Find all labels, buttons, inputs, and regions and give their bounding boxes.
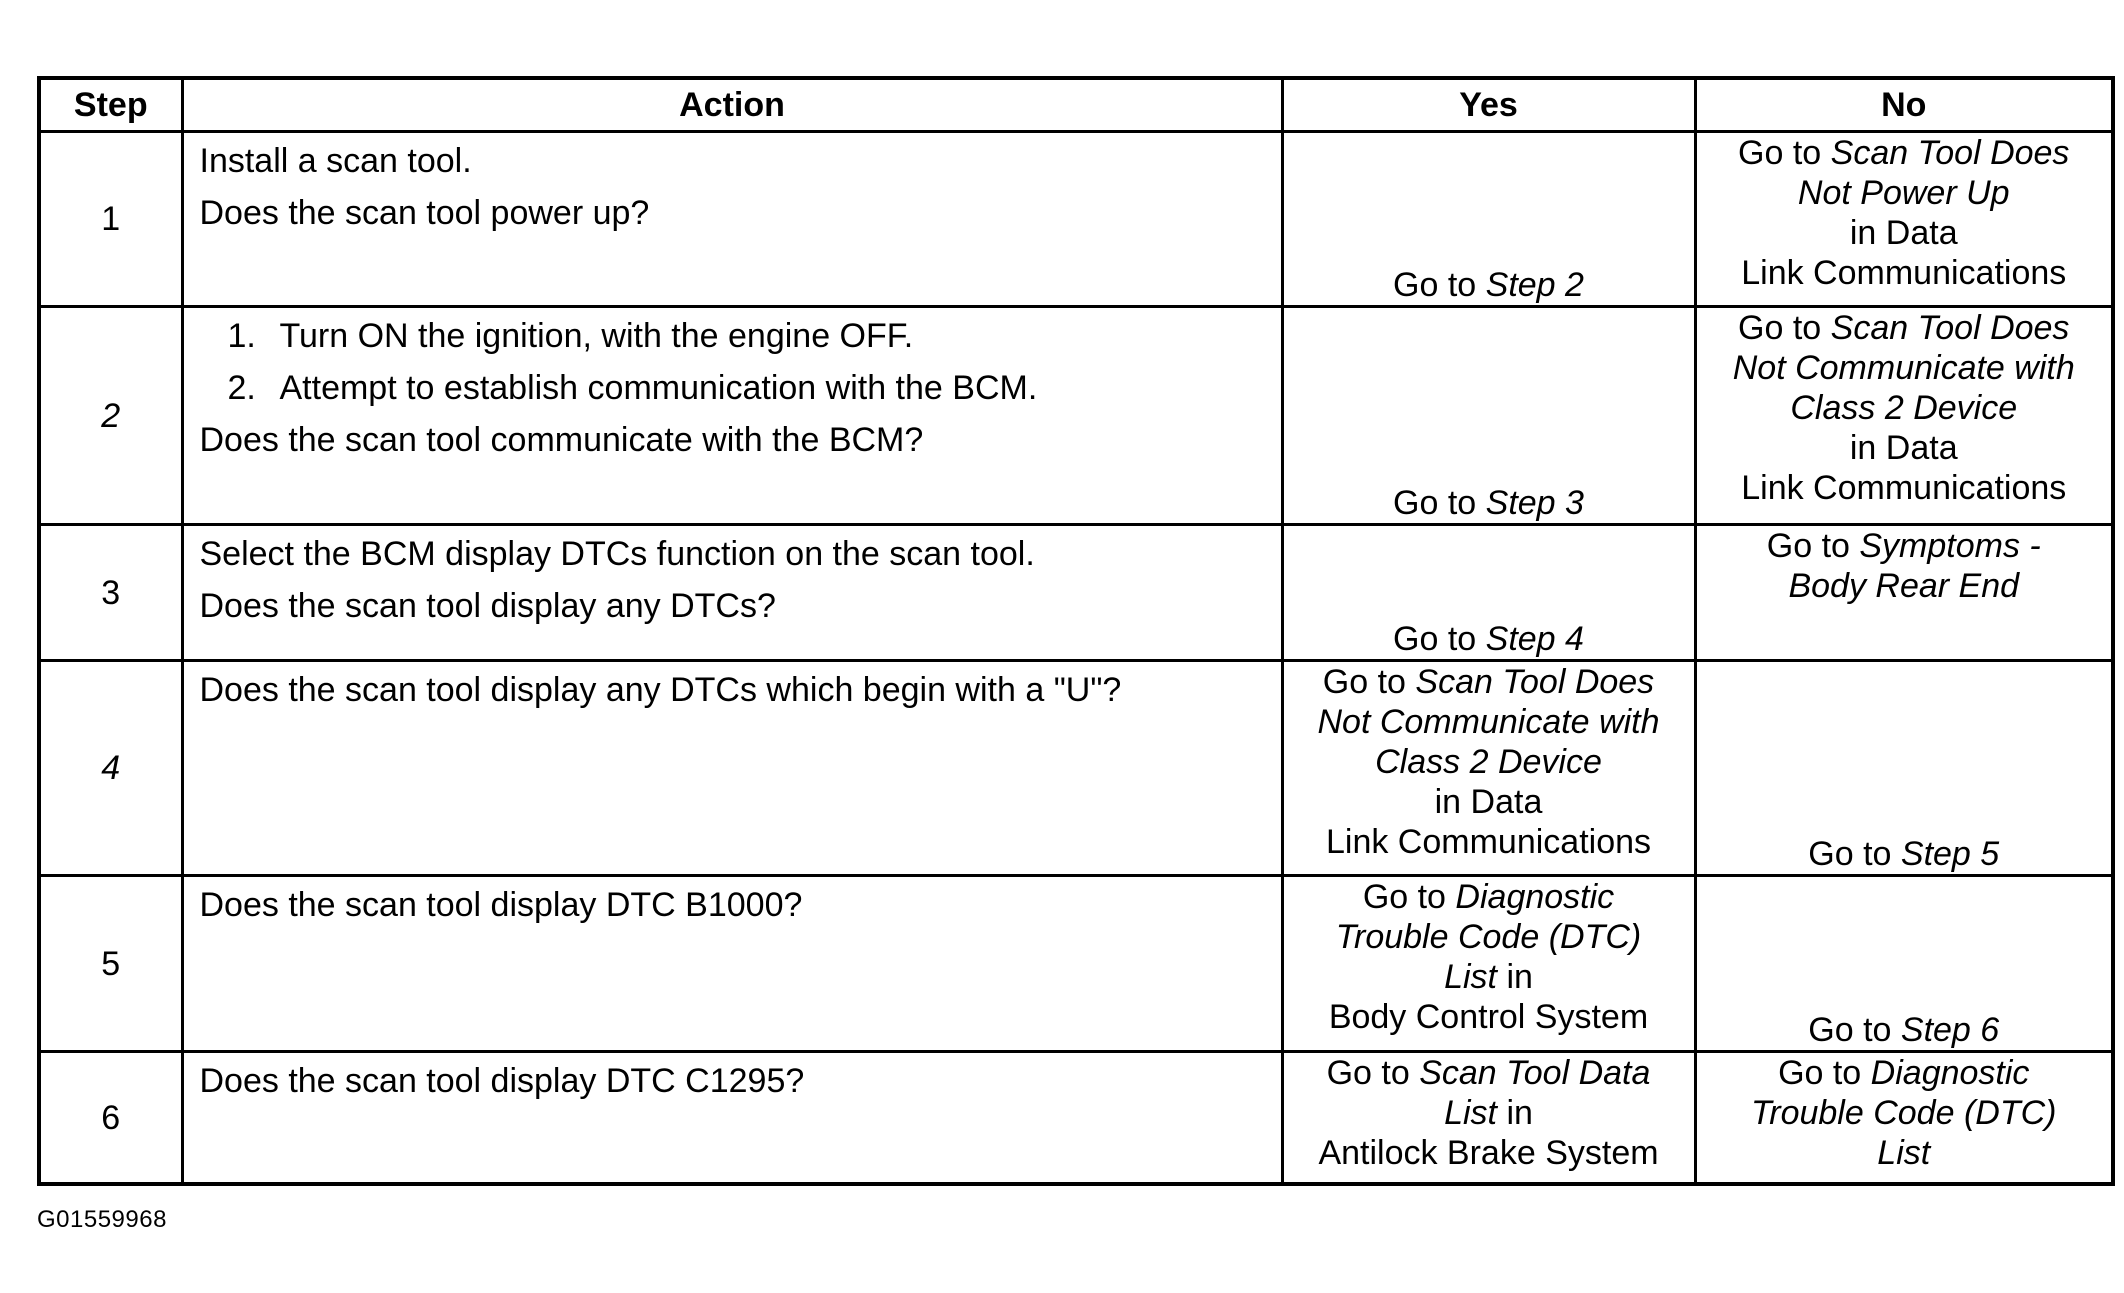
no-reference-link-cont[interactable]: Not Power Up — [1797, 174, 2010, 212]
yes-cell — [1282, 132, 1695, 307]
no-reference-link[interactable]: Scan Tool Does — [1830, 309, 2070, 347]
yes-reference-suffix: in — [1497, 958, 1533, 996]
yes-reference-section: Link Communications — [1325, 823, 1652, 861]
yes-goto-text: Go to — [1326, 1054, 1420, 1092]
step-number: 3 — [39, 525, 182, 661]
yes-reference-link[interactable]: Diagnostic — [1455, 878, 1615, 916]
yes-goto-text: Go to — [1362, 878, 1456, 916]
table-row-step-3 — [39, 525, 2113, 661]
step-number: 5 — [39, 876, 182, 1052]
action-question: Does the scan tool display any DTCs? — [199, 587, 776, 625]
diagnostic-table-container — [37, 76, 2111, 1186]
action-question: Does the scan tool display DTC C1295? — [199, 1062, 805, 1100]
step-number — [39, 307, 182, 525]
list-text: Attempt to establish communication with the BCM. — [279, 369, 1038, 407]
no-goto-text: Go to — [1808, 1011, 1901, 1049]
yes-reference-suffix: in — [1497, 1094, 1533, 1132]
action-cell — [182, 661, 1282, 876]
header-step: Step — [39, 78, 182, 132]
yes-goto-text: Go to — [1393, 620, 1486, 658]
step-number-text: 4 — [101, 749, 121, 787]
action-question: Does the scan tool display DTC B1000? — [199, 886, 803, 924]
no-reference-section: Link Communications — [1741, 469, 2067, 507]
step-number: 6 — [39, 1052, 182, 1185]
yes-cell — [1282, 1052, 1695, 1185]
table-header-row — [39, 78, 2113, 132]
header-yes: Yes — [1282, 78, 1695, 132]
step-number: 1 — [39, 132, 182, 307]
yes-reference-link[interactable]: Scan Tool Does — [1415, 663, 1655, 701]
action-list-item — [200, 368, 1269, 408]
yes-cell — [1282, 307, 1695, 525]
no-reference-section: Link Communications — [1741, 254, 2067, 292]
step-number-text: 2 — [101, 396, 121, 435]
yes-reference-link-cont[interactable]: List — [1444, 1094, 1497, 1132]
no-reference-link-cont[interactable]: List — [1877, 1134, 1931, 1172]
yes-reference-link-cont[interactable]: Trouble Code (DTC) — [1335, 918, 1642, 956]
figure-id: G01559968 — [37, 1206, 167, 1233]
action-question: Does the scan tool power up? — [199, 194, 650, 232]
no-reference-link[interactable]: Symptoms - — [1859, 527, 2041, 565]
no-cell — [1695, 1052, 2113, 1185]
yes-step-link[interactable]: Step 4 — [1485, 620, 1584, 658]
table-row-step-5 — [39, 876, 2113, 1052]
yes-step-link[interactable]: Step 3 — [1485, 484, 1584, 522]
yes-cell — [1282, 525, 1695, 661]
no-goto-text: Go to — [1778, 1054, 1871, 1092]
table-row-step-6 — [39, 1052, 2113, 1185]
no-step-link[interactable]: Step 5 — [1900, 835, 2000, 873]
yes-step-link[interactable]: Step 2 — [1485, 266, 1584, 304]
yes-goto-text: Go to — [1393, 484, 1486, 522]
yes-goto-text: Go to — [1393, 266, 1486, 304]
no-cell — [1695, 876, 2113, 1052]
no-reference-link-cont[interactable]: Trouble Code (DTC) — [1751, 1094, 2057, 1132]
yes-reference-link-cont[interactable]: Class 2 Device — [1375, 743, 1602, 781]
action-cell — [182, 132, 1282, 307]
list-number: 1. — [227, 317, 256, 355]
action-line: Select the BCM display DTCs function on the scan tool. — [199, 535, 1035, 573]
yes-reference-link[interactable]: Scan Tool Data — [1419, 1054, 1651, 1092]
action-cell — [182, 307, 1282, 525]
yes-reference-link-cont[interactable]: Not Communicate with — [1317, 703, 1660, 741]
no-goto-text: Go to — [1808, 835, 1901, 873]
yes-reference-link-cont[interactable]: List — [1444, 958, 1497, 996]
action-cell — [182, 525, 1282, 661]
yes-reference-section: in Data — [1434, 783, 1543, 821]
no-reference-link-cont[interactable]: Body Rear End — [1788, 567, 2020, 605]
no-goto-text: Go to — [1738, 309, 1831, 347]
table-row-step-4 — [39, 661, 2113, 876]
diagnostic-table — [37, 76, 2115, 1186]
no-reference-section: in Data — [1849, 429, 1958, 467]
no-cell — [1695, 307, 2113, 525]
yes-goto-text: Go to — [1322, 663, 1416, 701]
header-action: Action — [182, 78, 1282, 132]
action-cell — [182, 876, 1282, 1052]
action-cell — [182, 1052, 1282, 1185]
action-question: Does the scan tool communicate with the BCM? — [199, 421, 924, 459]
list-number: 2. — [227, 369, 256, 407]
table-row-step-1 — [39, 132, 2113, 307]
header-no: No — [1695, 78, 2113, 132]
no-reference-link[interactable]: Scan Tool Does — [1830, 134, 2070, 172]
no-reference-link[interactable]: Diagnostic — [1870, 1054, 2030, 1092]
action-list-item — [200, 316, 1269, 356]
step-number — [39, 661, 182, 876]
yes-reference-section: Antilock Brake System — [1318, 1134, 1659, 1172]
no-cell — [1695, 661, 2113, 876]
table-row-step-2 — [39, 307, 2113, 525]
no-goto-text: Go to — [1738, 134, 1831, 172]
yes-cell — [1282, 876, 1695, 1052]
action-line: Install a scan tool. — [199, 142, 472, 180]
no-cell — [1695, 132, 2113, 307]
no-reference-section: in Data — [1849, 214, 1958, 252]
yes-cell — [1282, 661, 1695, 876]
no-cell — [1695, 525, 2113, 661]
yes-reference-section: Body Control System — [1328, 998, 1649, 1036]
no-step-link[interactable]: Step 6 — [1900, 1011, 2000, 1049]
no-reference-link-cont[interactable]: Class 2 Device — [1790, 389, 2018, 427]
action-question: Does the scan tool display any DTCs which begin with a "U"? — [199, 671, 1122, 709]
no-reference-link-cont[interactable]: Not Communicate with — [1732, 349, 2075, 387]
no-goto-text: Go to — [1766, 527, 1860, 565]
list-text: Turn ON the ignition, with the engine OFF. — [279, 317, 914, 355]
